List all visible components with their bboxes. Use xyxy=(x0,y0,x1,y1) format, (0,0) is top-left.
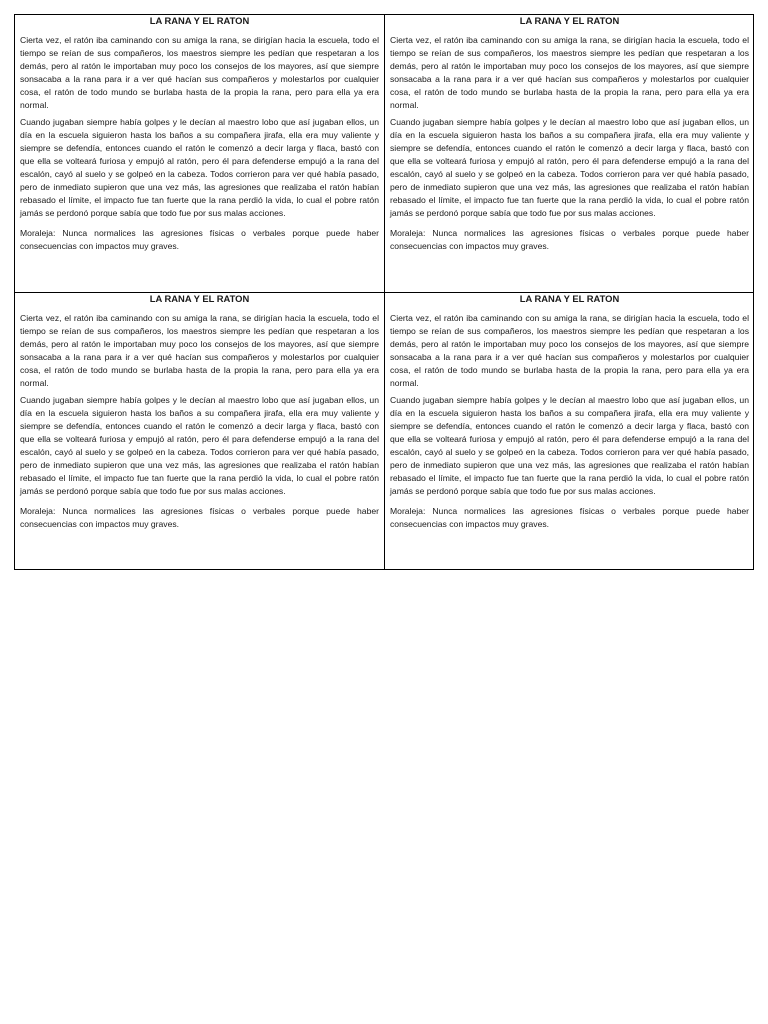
story-title: LA RANA Y EL RATON xyxy=(519,15,620,26)
story-title: LA RANA Y EL RATON xyxy=(149,15,250,26)
story-paragraph-body: Cuando jugaban siempre había golpes y le decían al maestro lobo que así jugaban ellos, un día en la escuela siguieron hasta los baños a su compañera jirafa, ella era muy valiente y siempre se defendía, entonces cuando el ratón le comenzó a decir larga y flaca, bastó con que ella se volteará furiosa y empujó al ratón, pero él para defenderse empujó a la rana del escalón, cayó al suelo y se golpeó en la cabeza. Todos corrieron para ver qué había pasado, pero de inmediato supieron que una vez más, las agresiones que realizaba el ratón habían rebasado el límite, el impacto fue tan fuerte que la rana perdió la vida, lo cual el pobre ratón jamás se perdonó porque sabía que todo fue por sus malas acciones. xyxy=(20,117,379,218)
story-paragraph-intro: Cierta vez, el ratón iba caminando con su amiga la rana, se dirigían hacia la escuela, todo el tiempo se reían de sus compañeros, los maestros siempre les pedían que respetaran a los demás, pero al ratón le importaban muy poco los consejos de los mayores, así que siempre sonsacaba a la rana para ir a ver qué hacían sus compañeros y molestarlos por cualquier cosa, el ratón de todo mundo se burlaba hasta de la propia la rana, pero para ella ya era normal. xyxy=(20,313,379,388)
story-title: LA RANA Y EL RATON xyxy=(149,293,250,304)
story-card-bottom-right xyxy=(385,293,754,569)
story-card-bottom-left xyxy=(15,293,385,569)
story-moral: Moraleja: Nunca normalices las agresiones físicas o verbales porque puede haber consecuencias con impactos muy graves. xyxy=(20,505,379,529)
story-title: LA RANA Y EL RATON xyxy=(519,293,620,304)
story-card-top-left xyxy=(15,15,385,293)
story-paragraph-body: Cuando jugaban siempre había golpes y le decían al maestro lobo que así jugaban ellos, un día en la escuela siguieron hasta los baños a su compañera jirafa, ella era muy valiente y siempre se defendía, entonces cuando el ratón le comenzó a decir larga y flaca, bastó con que ella se volteará furiosa y empujó al ratón, pero él para defenderse empujó a la rana del escalón, cayó al suelo y se golpeó en la cabeza. Todos corrieron para ver qué había pasado, pero de inmediato supieron que una vez más, las agresiones que realizaba el ratón habían rebasado el límite, el impacto fue tan fuerte que la rana perdió la vida, lo cual el pobre ratón jamás se perdonó porque sabía que todo fue por sus malas acciones. xyxy=(390,117,749,218)
story-paragraph-body: Cuando jugaban siempre había golpes y le decían al maestro lobo que así jugaban ellos, un día en la escuela siguieron hasta los baños a su compañera jirafa, ella era muy valiente y siempre se defendía, entonces cuando el ratón le comenzó a decir larga y flaca, bastó con que ella se volteará furiosa y empujó al ratón, pero él para defenderse empujó a la rana del escalón, cayó al suelo y se golpeó en la cabeza. Todos corrieron para ver qué había pasado, pero de inmediato supieron que una vez más, las agresiones que realizaba el ratón habían rebasado el límite, el impacto fue tan fuerte que la rana perdió la vida, lo cual el pobre ratón jamás se perdonó porque sabía que todo fue por sus malas acciones. xyxy=(20,395,379,496)
story-moral: Moraleja: Nunca normalices las agresiones físicas o verbales porque puede haber consecuencias con impactos muy graves. xyxy=(390,505,749,529)
story-paragraph-intro: Cierta vez, el ratón iba caminando con su amiga la rana, se dirigían hacia la escuela, todo el tiempo se reían de sus compañeros, los maestros siempre les pedían que respetaran a los demás, pero al ratón le importaban muy poco los consejos de los mayores, así que siempre sonsacaba a la rana para ir a ver qué hacían sus compañeros y molestarlos por cualquier cosa, el ratón de todo mundo se burlaba hasta de la propia la rana, pero para ella ya era normal. xyxy=(390,313,749,388)
story-grid xyxy=(14,14,754,570)
story-paragraph-intro: Cierta vez, el ratón iba caminando con su amiga la rana, se dirigían hacia la escuela, todo el tiempo se reían de sus compañeros, los maestros siempre les pedían que respetaran a los demás, pero al ratón le importaban muy poco los consejos de los mayores, así que siempre sonsacaba a la rana para ir a ver qué hacían sus compañeros y molestarlos por cualquier cosa, el ratón de todo mundo se burlaba hasta de la propia la rana, pero para ella ya era normal. xyxy=(20,35,379,110)
story-card-top-right xyxy=(385,15,754,293)
story-paragraph-intro: Cierta vez, el ratón iba caminando con su amiga la rana, se dirigían hacia la escuela, todo el tiempo se reían de sus compañeros, los maestros siempre les pedían que respetaran a los demás, pero al ratón le importaban muy poco los consejos de los mayores, así que siempre sonsacaba a la rana para ir a ver qué hacían sus compañeros y molestarlos por cualquier cosa, el ratón de todo mundo se burlaba hasta de la propia la rana, pero para ella ya era normal. xyxy=(390,35,749,110)
story-moral: Moraleja: Nunca normalices las agresiones físicas o verbales porque puede haber consecuencias con impactos muy graves. xyxy=(20,227,379,251)
story-paragraph-body: Cuando jugaban siempre había golpes y le decían al maestro lobo que así jugaban ellos, un día en la escuela siguieron hasta los baños a su compañera jirafa, ella era muy valiente y siempre se defendía, entonces cuando el ratón le comenzó a decir larga y flaca, bastó con que ella se volteará furiosa y empujó al ratón, pero él para defenderse empujó a la rana del escalón, cayó al suelo y se golpeó en la cabeza. Todos corrieron para ver qué había pasado, pero de inmediato supieron que una vez más, las agresiones que realizaba el ratón habían rebasado el límite, el impacto fue tan fuerte que la rana perdió la vida, lo cual el pobre ratón jamás se perdonó porque sabía que todo fue por sus malas acciones. xyxy=(390,395,749,496)
story-moral: Moraleja: Nunca normalices las agresiones físicas o verbales porque puede haber consecuencias con impactos muy graves. xyxy=(390,227,749,251)
